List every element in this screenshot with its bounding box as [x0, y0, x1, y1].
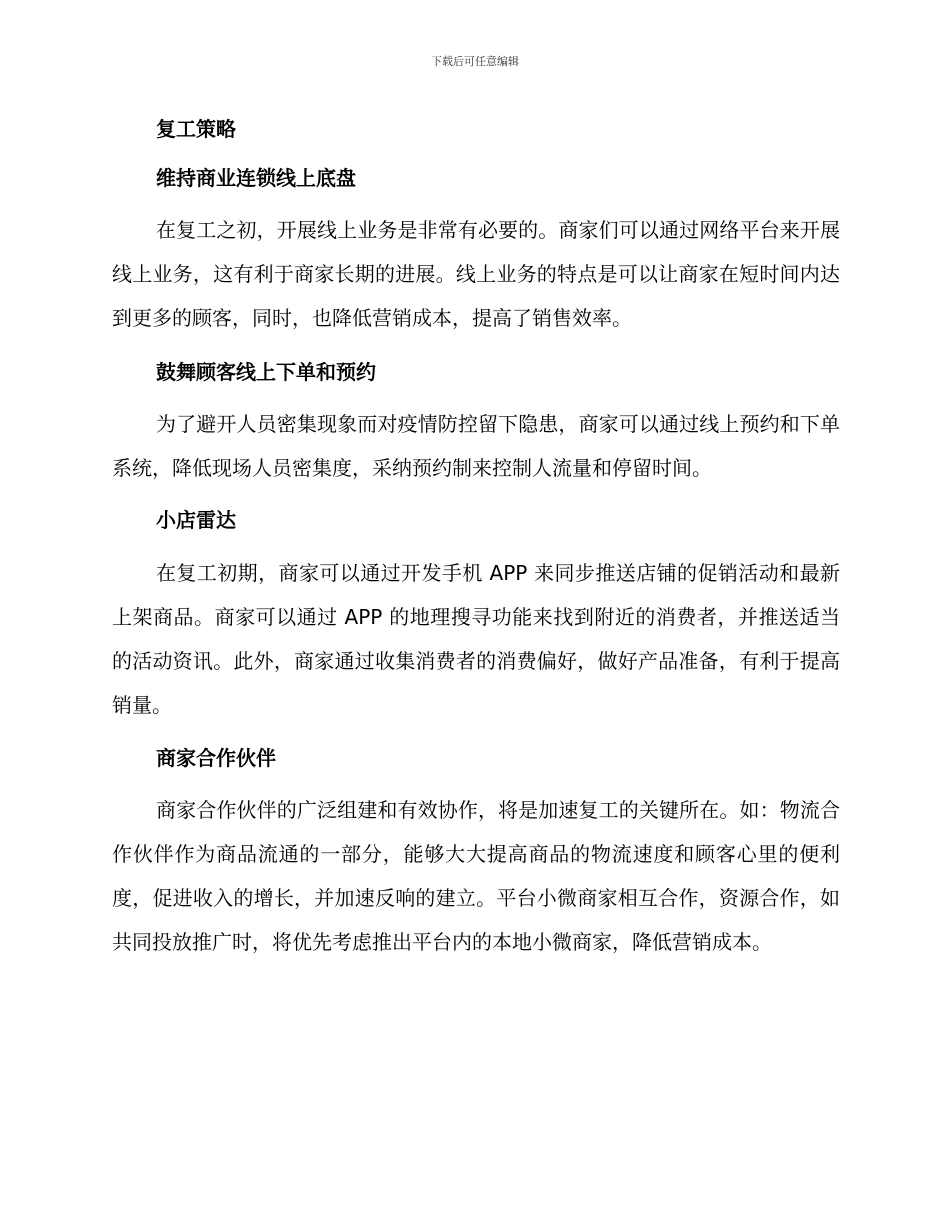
- heading-online-base: 维持商业连锁线上底盘: [156, 166, 356, 190]
- heading-online-booking: 鼓舞顾客线上下单和预约: [156, 360, 376, 384]
- heading-shop-radar: 小店雷达: [156, 508, 236, 532]
- paragraph-shop-radar: 在复工初期，商家可以通过开发手机 APP 来同步推送店铺的促销活动和最新上架商品。商家可以通过 APP 的地理搜寻功能来找到附近的消费者，并推送适当的活动资讯。此外，商家通过收集消费者的消费偏好，做好产品准备，有利于提高销量。: [112, 561, 840, 717]
- heading-partners: 商家合作伙伴: [156, 746, 276, 770]
- paragraph-partners: 商家合作伙伴的广泛组建和有效协作，将是加速复工的关键所在。如：物流合作伙伴作为商品流通的一部分，能够大大提高商品的物流速度和顾客心里的便利度，促进收入的增长，并加速反响的建立。平台小微商家相互合作，资源合作，如共同投放推广时，将优先考虑推出平台内的本地小微商家，降低营销成本。: [112, 798, 840, 954]
- document-body: [112, 114, 840, 964]
- paragraph-online-base: 在复工之初，开展线上业务是非常有必要的。商家们可以通过网络平台来开展线上业务，这有利于商家长期的进展。线上业务的特点是可以让商家在短时间内达到更多的顾客，同时，也降低营销成本，提高了销售效率。: [112, 218, 840, 330]
- paragraph-online-booking: 为了避开人员密集现象而对疫情防控留下隐患，商家可以通过线上预约和下单系统，降低现场人员密集度，采纳预约制来控制人流量和停留时间。: [112, 412, 840, 480]
- section-title: 复工策略: [156, 117, 236, 141]
- header-note: 下载后可任意编辑: [431, 55, 519, 68]
